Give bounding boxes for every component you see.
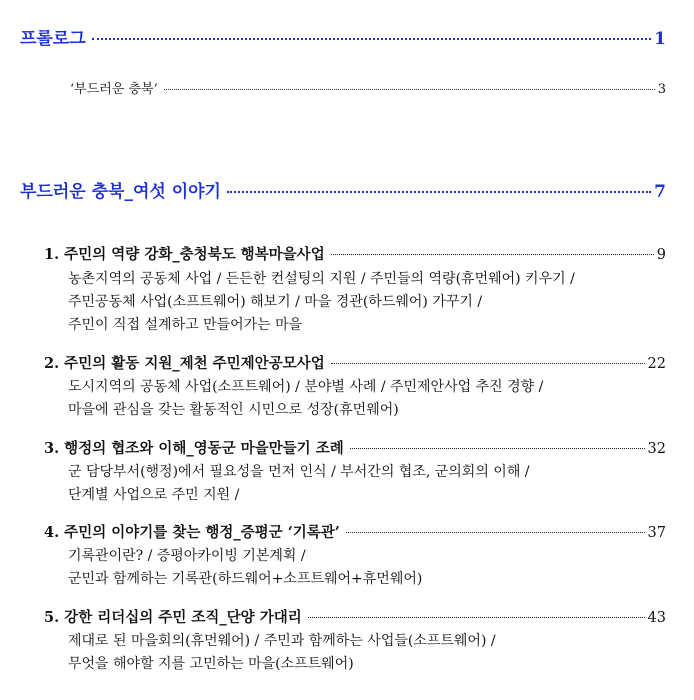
chapter-desc-line: 군민과 함께하는 기록관(하드웨어+소프트웨어+휴먼웨어)	[68, 571, 423, 587]
part-title: 부드러운 충북_여섯 이야기	[20, 182, 221, 202]
chapter-desc-line: 도시지역의 공동체 사업(소프트웨어) / 분야별 사례 / 주민제안사업 추진 경향 /	[68, 379, 544, 395]
dot-leader	[331, 363, 645, 364]
chapter-desc-line: 무엇을 해야할 지를 고민하는 마을(소프트웨어)	[68, 656, 354, 672]
toc-chapter-4[interactable]	[44, 521, 666, 542]
chapter-desc-line: 주민이 직접 설계하고 만들어가는 마을	[68, 317, 303, 333]
dot-leader	[227, 191, 651, 193]
chapter-desc-line: 단계별 사업으로 주민 지원 /	[68, 487, 240, 503]
chapter-desc-line: 마을에 관심을 갖는 활동적인 시민으로 성장(휴먼웨어)	[68, 402, 399, 418]
chapter-page: 9	[656, 247, 666, 263]
toc-chapter-5[interactable]	[44, 606, 666, 627]
chapter-page: 43	[647, 610, 666, 626]
chapter-desc-line: 주민공동체 사업(소프트웨어) 해보기 / 마을 경관(하드웨어) 가꾸기 /	[68, 294, 483, 310]
chapter-desc-line: 군 담당부서(행정)에서 필요성을 먼저 인식 / 부서간의 협조, 군의회의 이해 /	[68, 464, 530, 480]
chapter-title: 3. 행정의 협조와 이해_영동군 마을만들기 조례	[44, 440, 344, 457]
dot-leader	[92, 38, 651, 40]
chapter-page: 32	[647, 441, 666, 457]
chapter-title: 2. 주민의 활동 지원_제천 주민제안공모사업	[44, 355, 325, 372]
dot-leader	[164, 89, 655, 90]
prologue-page: 1	[654, 29, 666, 49]
dot-leader	[308, 617, 645, 618]
dot-leader	[346, 532, 645, 533]
toc-prologue[interactable]	[20, 24, 666, 49]
chapter-title: 1. 주민의 역량 강화_충청북도 행복마을사업	[44, 246, 325, 263]
toc-part[interactable]	[20, 177, 666, 202]
prologue-title: 프롤로그	[20, 29, 86, 49]
toc-chapter-2[interactable]	[44, 352, 666, 373]
chapter-desc-line: 농촌지역의 공동체 사업 / 든든한 컨설팅의 지원 / 주민들의 역량(휴먼웨어) 키우기 /	[68, 271, 575, 287]
chapter-desc-line: 기록관이란? / 증평아카이빙 기본계획 /	[68, 548, 306, 564]
part-page: 7	[654, 182, 666, 202]
toc-chapter-1[interactable]	[44, 243, 666, 264]
chapter-title: 4. 주민의 이야기를 찾는 행정_증평군 ‘기록관’	[44, 524, 340, 541]
toc-prologue-sub[interactable]	[70, 78, 666, 97]
chapter-desc-line: 제대로 된 마을회의(휴먼웨어) / 주민과 함께하는 사업들(소프트웨어) /	[68, 633, 496, 649]
toc-chapter-3[interactable]	[44, 437, 666, 458]
prologue-sub-page: 3	[657, 82, 666, 97]
chapter-title: 5. 강한 리더십의 주민 조직_단양 가대리	[44, 609, 302, 626]
prologue-sub-title: ‘부드러운 충북’	[70, 82, 158, 97]
dot-leader	[350, 448, 645, 449]
chapter-page: 22	[647, 356, 666, 372]
chapter-page: 37	[647, 525, 666, 541]
dot-leader	[331, 254, 654, 255]
